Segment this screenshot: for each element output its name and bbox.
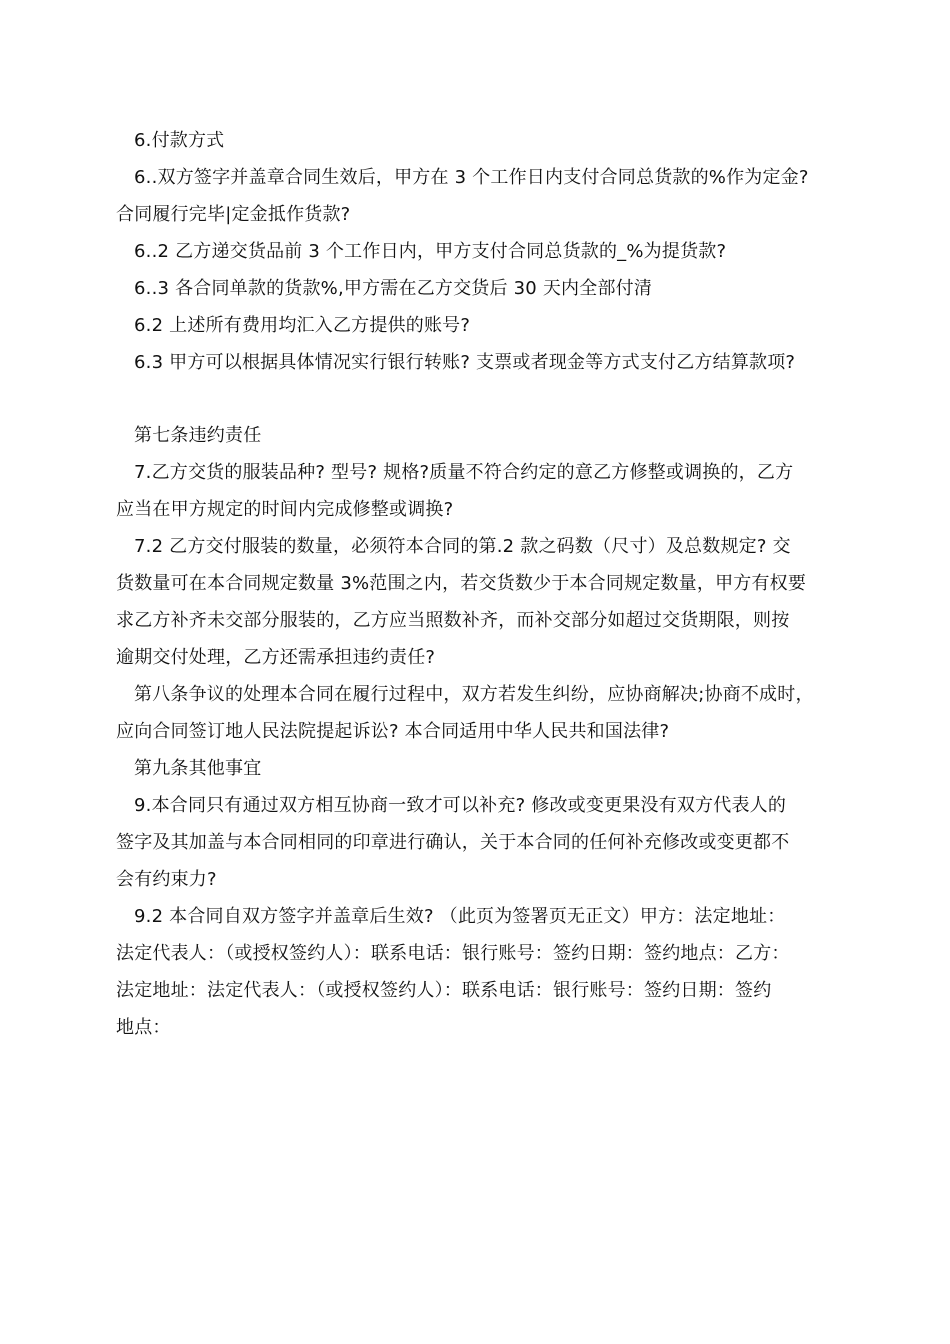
section-heading-payment: 6.付款方式 xyxy=(134,130,225,151)
section-gap xyxy=(116,381,856,417)
document-body xyxy=(116,122,856,1046)
clause-7-2-cont-3: 逾期交付处理，乙方还需承担违约责任? xyxy=(116,647,436,668)
clause-7-1: 7.乙方交货的服装品种? 型号? 规格?质量不符合约定的意乙方修整或调换的，乙方 xyxy=(134,462,794,483)
article-8: 第八条争议的处理本合同在履行过程中，双方若发生纠纷，应协商解决;协商不成时， xyxy=(134,684,814,705)
clause-6-1-cont: 合同履行完毕|定金抵作货款? xyxy=(116,204,351,225)
article-8-cont: 应向合同签订地人民法院提起诉讼? 本合同适用中华人民共和国法律? xyxy=(116,721,670,742)
clause-7-2-cont-1: 货数量可在本合同规定数量 3%范围之内，若交货数少于本合同规定数量，甲方有权要 xyxy=(116,573,807,594)
clause-7-2: 7.2 乙方交付服装的数量，必须符本合同的第.2 款之码数（尺寸）及总数规定? 交 xyxy=(134,536,791,557)
clause-9-1: 9.本合同只有通过双方相互协商一致才可以补充? 修改或变更果没有双方代表人的 xyxy=(134,795,787,816)
clause-9-1-cont-2: 会有约束力? xyxy=(116,869,217,890)
clause-7-1-cont: 应当在甲方规定的时间内完成修整或调换? xyxy=(116,499,454,520)
section-heading-article-9: 第九条其他事宜 xyxy=(134,758,262,779)
clause-6-2: 6.2 上述所有费用均汇入乙方提供的账号? xyxy=(134,315,471,336)
clause-6-3: 6.3 甲方可以根据具体情况实行银行转账? 支票或者现金等方式支付乙方结算款项? xyxy=(134,352,796,373)
clause-9-1-cont-1: 签字及其加盖与本合同相同的印章进行确认，关于本合同的任何补充修改或变更都不 xyxy=(116,832,790,853)
clause-9-2: 9.2 本合同自双方签字并盖章后生效? （此页为签署页无正文）甲方：法定地址： xyxy=(134,906,786,927)
signature-block-1: 法定代表人：（或授权签约人）：联系电话：银行账号：签约日期：签约地点：乙方： xyxy=(116,943,790,964)
clause-6-1-3: 6..3 各合同单款的货款%,甲方需在乙方交货后 30 天内全部付清 xyxy=(134,278,653,299)
section-heading-article-7: 第七条违约责任 xyxy=(134,425,262,446)
clause-6-1-2: 6..2 乙方递交货品前 3 个工作日内，甲方支付合同总货款的_%为提货款? xyxy=(134,241,727,262)
clause-6-1: 6..双方签字并盖章合同生效后，甲方在 3 个工作日内支付合同总货款的%作为定金? xyxy=(134,167,809,188)
signature-block-3: 地点： xyxy=(116,1017,171,1038)
signature-block-2: 法定地址：法定代表人：（或授权签约人）：联系电话：银行账号：签约日期：签约 xyxy=(116,980,772,1001)
clause-7-2-cont-2: 求乙方补齐未交部分服装的，乙方应当照数补齐，而补交部分如超过交货期限，则按 xyxy=(116,610,790,631)
